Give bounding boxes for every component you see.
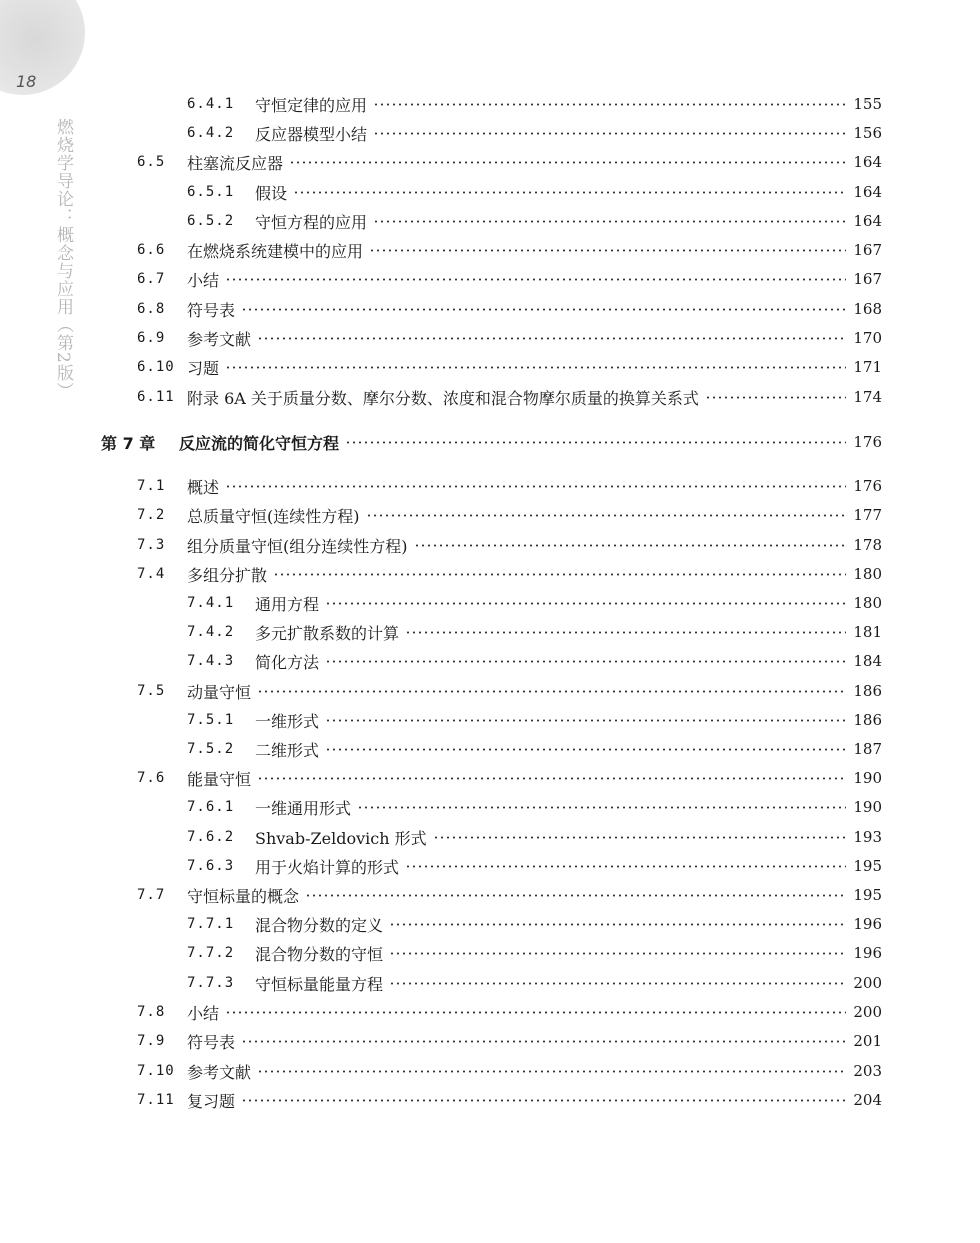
- toc-entry-page: 177: [853, 506, 882, 524]
- toc-entry: [137, 883, 882, 907]
- toc-entry-title: 能量守恒: [187, 769, 252, 789]
- toc-entry-number: 6.4.1: [187, 96, 235, 112]
- toc-entry-number: 7.7: [137, 887, 166, 903]
- toc-entry-page: 193: [853, 828, 882, 846]
- toc-entry: [137, 297, 882, 321]
- toc-entry-number: 7.2: [137, 507, 166, 523]
- toc-entry-number: 6.9: [137, 330, 166, 346]
- toc-entry-number: 6.5.2: [187, 213, 235, 229]
- toc-entry-number: 第 7 章: [101, 433, 156, 453]
- toc-entry-number: 7.3: [137, 537, 166, 553]
- toc-entry: [137, 503, 882, 527]
- toc-leader-dots: [405, 865, 846, 868]
- toc-entry-number: 6.11: [137, 389, 175, 405]
- toc-entry-number: 6.10: [137, 359, 175, 375]
- toc-leader-dots: [373, 220, 846, 223]
- toc-leader-dots: [369, 249, 846, 252]
- toc-entry-page: 195: [853, 857, 882, 875]
- toc-leader-dots: [405, 631, 846, 634]
- toc-leader-dots: [705, 396, 846, 399]
- toc-leader-dots: [241, 1040, 846, 1043]
- toc-entry-number: 7.5.1: [187, 712, 235, 728]
- toc-entry: [137, 355, 882, 379]
- toc-leader-dots: [345, 441, 846, 444]
- toc-entry-number: 7.7.2: [187, 945, 235, 961]
- toc-entry-page: 196: [853, 944, 882, 962]
- toc-entry-page: 176: [853, 433, 882, 451]
- toc-entry-title: 动量守恒: [187, 682, 252, 702]
- toc-entry-title: 反应流的简化守恒方程: [179, 433, 340, 453]
- toc-entry-title: 在燃烧系统建模中的应用: [187, 241, 364, 261]
- toc-entry-number: 6.7: [137, 271, 166, 287]
- toc-leader-dots: [293, 191, 846, 194]
- toc-leader-dots: [325, 660, 846, 663]
- toc-entry: [137, 267, 882, 291]
- toc-entry-number: 7.5.2: [187, 741, 235, 757]
- toc-leader-dots: [357, 806, 846, 809]
- toc-entry-number: 7.5: [137, 683, 166, 699]
- toc-entry-number: 7.4.3: [187, 653, 235, 669]
- toc-leader-dots: [389, 923, 846, 926]
- toc-entry-title: 通用方程: [255, 594, 320, 614]
- toc-entry: [187, 209, 882, 233]
- toc-entry-number: 6.6: [137, 242, 166, 258]
- toc-entry-page: 195: [853, 886, 882, 904]
- toc-entry-page: 155: [853, 95, 882, 113]
- toc-entry-page: 181: [853, 623, 882, 641]
- toc-entry-number: 7.4.2: [187, 624, 235, 640]
- toc-entry: [187, 649, 882, 673]
- toc-entry-title: 总质量守恒(连续性方程): [187, 506, 360, 526]
- toc-entry-title: 二维形式: [255, 740, 320, 760]
- toc-entry-title: 小结: [187, 270, 220, 290]
- toc-entry-page: 196: [853, 915, 882, 933]
- toc-entry: [137, 474, 882, 498]
- toc-entry-title: 守恒标量的概念: [187, 886, 300, 906]
- toc-entry: [187, 941, 882, 965]
- toc-entry-number: 6.5.1: [187, 184, 235, 200]
- toc-entry: [187, 971, 882, 995]
- toc-leader-dots: [414, 544, 847, 547]
- toc-leader-dots: [257, 690, 846, 693]
- toc-entry-page: 164: [853, 183, 882, 201]
- toc-entry: [137, 766, 882, 790]
- toc-entry-number: 7.6.2: [187, 829, 235, 845]
- toc-entry: [187, 854, 882, 878]
- toc-leader-dots: [325, 719, 846, 722]
- toc-entry: [187, 795, 882, 819]
- toc-entry-page: 176: [853, 477, 882, 495]
- toc-entry: [137, 326, 882, 350]
- toc-chapter-entry: [101, 430, 882, 454]
- toc-leader-dots: [289, 161, 846, 164]
- toc-leader-dots: [433, 836, 846, 839]
- toc-entry-title: 组分质量守恒(组分连续性方程): [187, 536, 408, 556]
- toc-entry-page: 184: [853, 652, 882, 670]
- toc-entry-page: 164: [853, 153, 882, 171]
- toc-entry: [187, 121, 882, 145]
- toc-entry-title: 守恒方程的应用: [255, 212, 368, 232]
- toc-entry: [187, 708, 882, 732]
- toc-entry-page: 190: [853, 769, 882, 787]
- toc-entry-page: 164: [853, 212, 882, 230]
- toc-entry-page: 203: [853, 1062, 882, 1080]
- toc-entry-page: 170: [853, 329, 882, 347]
- toc-entry-title: 用于火焰计算的形式: [255, 857, 400, 877]
- toc-entry-title: 多组分扩散: [187, 565, 268, 585]
- toc-leader-dots: [273, 573, 846, 576]
- toc-entry-number: 6.5: [137, 154, 166, 170]
- toc-entry-page: 174: [853, 388, 882, 406]
- toc-entry-number: 7.7.1: [187, 916, 235, 932]
- toc-entry-page: 167: [853, 241, 882, 259]
- toc-entry-page: 178: [853, 536, 882, 554]
- toc-entry-title: 小结: [187, 1003, 220, 1023]
- toc-entry-title: 习题: [187, 358, 220, 378]
- toc-entry-page: 200: [853, 1003, 882, 1021]
- toc-leader-dots: [325, 602, 846, 605]
- toc-leader-dots: [389, 952, 846, 955]
- toc-entry-number: 7.9: [137, 1033, 166, 1049]
- toc-leader-dots: [225, 278, 846, 281]
- toc-entry-title: 符号表: [187, 300, 236, 320]
- toc-entry-page: 190: [853, 798, 882, 816]
- page-corner-shadow: [0, 0, 85, 95]
- toc-entry: [137, 1088, 882, 1112]
- toc-entry: [137, 562, 882, 586]
- toc-leader-dots: [373, 103, 846, 106]
- toc-leader-dots: [366, 514, 847, 517]
- toc-leader-dots: [257, 337, 846, 340]
- toc-leader-dots: [257, 777, 846, 780]
- toc-entry-title: 一维形式: [255, 711, 320, 731]
- toc-entry: [187, 591, 882, 615]
- toc-entry-number: 7.4.1: [187, 595, 235, 611]
- toc-entry-title: 混合物分数的守恒: [255, 944, 384, 964]
- toc-entry-title: 守恒标量能量方程: [255, 974, 384, 994]
- toc-entry: [137, 238, 882, 262]
- toc-entry-number: 7.1: [137, 478, 166, 494]
- toc-leader-dots: [225, 1011, 846, 1014]
- toc-entry-number: 7.6.1: [187, 799, 235, 815]
- toc-entry-page: 167: [853, 270, 882, 288]
- toc-entry-page: 200: [853, 974, 882, 992]
- toc-entry: [187, 825, 882, 849]
- toc-entry-title: 反应器模型小结: [255, 124, 368, 144]
- toc-entry-title: 符号表: [187, 1032, 236, 1052]
- toc-leader-dots: [373, 132, 846, 135]
- toc-entry-title: 简化方法: [255, 652, 320, 672]
- toc-entry: [187, 180, 882, 204]
- toc-entry-number: 7.6: [137, 770, 166, 786]
- toc-entry-number: 7.8: [137, 1004, 166, 1020]
- toc-leader-dots: [325, 748, 846, 751]
- toc-entry-number: 7.7.3: [187, 975, 235, 991]
- toc-entry-title: 附录 6A 关于质量分数、摩尔分数、浓度和混合物摩尔质量的换算关系式: [187, 388, 699, 408]
- toc-entry-title: 假设: [255, 183, 288, 203]
- toc-leader-dots: [241, 308, 846, 311]
- toc-leader-dots: [241, 1099, 846, 1102]
- toc-entry-title: 多元扩散系数的计算: [255, 623, 400, 643]
- toc-entry-number: 7.6.3: [187, 858, 235, 874]
- toc-entry-page: 168: [853, 300, 882, 318]
- toc-entry: [187, 620, 882, 644]
- toc-leader-dots: [257, 1070, 846, 1073]
- toc-entry: [187, 92, 882, 116]
- toc-entry: [137, 1000, 882, 1024]
- toc-entry: [187, 737, 882, 761]
- page-number: 18: [16, 72, 37, 91]
- toc-entry-title: 参考文献: [187, 329, 252, 349]
- toc-entry: [137, 1029, 882, 1053]
- toc-entry-number: 7.4: [137, 566, 166, 582]
- toc-entry: [137, 1059, 882, 1083]
- toc-entry-number: 7.10: [137, 1063, 175, 1079]
- toc-entry-number: 6.8: [137, 301, 166, 317]
- toc-entry-page: 186: [853, 711, 882, 729]
- toc-entry-page: 186: [853, 682, 882, 700]
- toc-entry-page: 201: [853, 1032, 882, 1050]
- toc-entry-title: 混合物分数的定义: [255, 915, 384, 935]
- toc-entry-title: 柱塞流反应器: [187, 153, 284, 173]
- toc-entry: [187, 912, 882, 936]
- toc-entry: [137, 533, 882, 557]
- toc-leader-dots: [305, 894, 846, 897]
- toc-entry-title: Shvab-Zeldovich 形式: [255, 828, 427, 848]
- toc-entry-number: 6.4.2: [187, 125, 235, 141]
- toc-entry-title: 一维通用形式: [255, 798, 352, 818]
- toc-entry: [137, 385, 882, 409]
- toc-entry-page: 180: [853, 594, 882, 612]
- toc-entry-title: 守恒定律的应用: [255, 95, 368, 115]
- toc-entry-title: 复习题: [187, 1091, 236, 1111]
- book-side-title: 燃烧学导论：概念与应用（第2版）: [53, 118, 73, 400]
- toc-entry-page: 187: [853, 740, 882, 758]
- toc-leader-dots: [225, 366, 846, 369]
- toc-entry-page: 204: [853, 1091, 882, 1109]
- toc-entry-title: 概述: [187, 477, 220, 497]
- toc-leader-dots: [389, 982, 846, 985]
- toc-entry: [137, 150, 882, 174]
- toc-entry: [137, 679, 882, 703]
- toc-entry-page: 180: [853, 565, 882, 583]
- toc-leader-dots: [225, 485, 846, 488]
- toc-entry-page: 171: [853, 358, 882, 376]
- toc-entry-number: 7.11: [137, 1092, 175, 1108]
- toc-entry-page: 156: [853, 124, 882, 142]
- toc-entry-title: 参考文献: [187, 1062, 252, 1082]
